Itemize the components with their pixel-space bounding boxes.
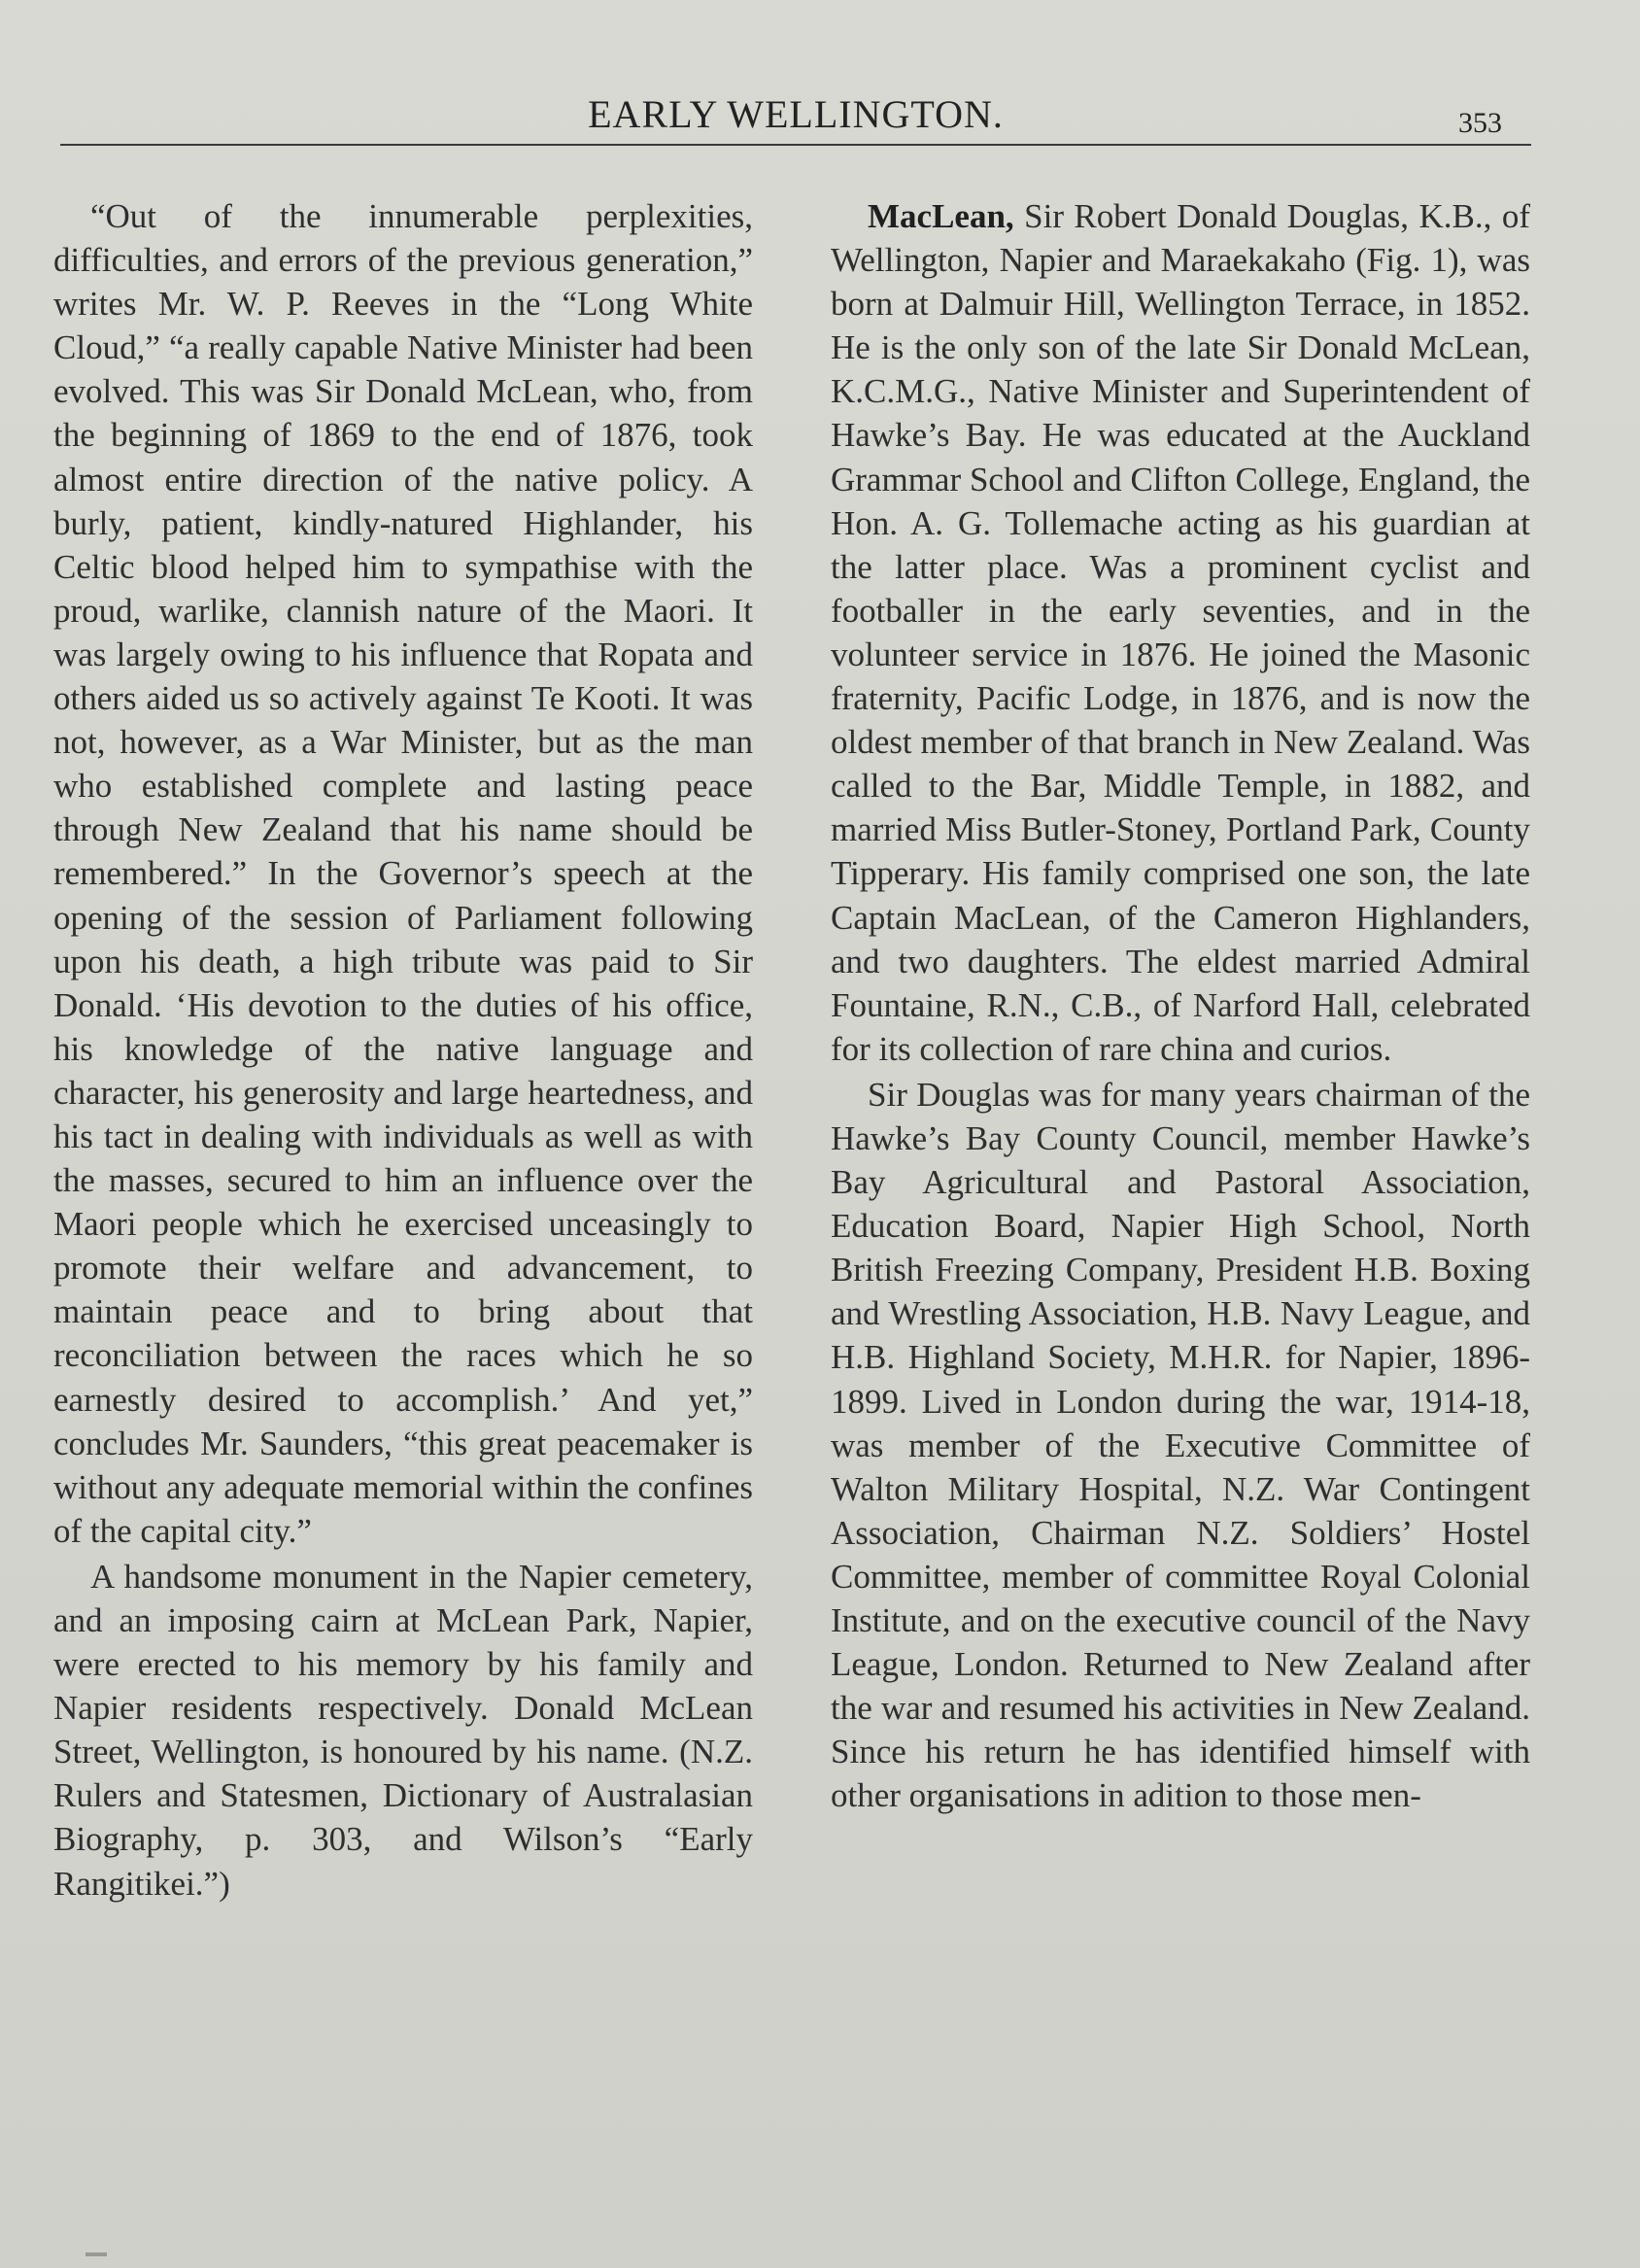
left-paragraph-2: A handsome monument in the Napier cemetery, and an imposing cairn at McLean Park, Napier, were erected to his memory by his family and Napier residents respectively. Donald McLean Street, Wellington, is honoured by his name. (N.Z. Rulers and Statesmen, Dictionary of Australasian Biography, p. 303, and Wilson’s “Early Rangitikei.”) xyxy=(53,1557,753,1903)
running-title: EARLY WELLINGTON. xyxy=(588,92,1004,136)
bottom-print-mark xyxy=(85,2252,107,2256)
right-paragraph-2: Sir Douglas was for many years chairman of the Hawke’s Bay County Council, member Hawke’s Bay Agricultural and Pastoral Association, Education Board, Napier High School, North British Freezing Company, President H.B. Boxing and Wrestling Association, H.B. Navy League, and H.B. Highland Society, M.H.R. for Napier, 1896-1899. Lived in London during the war, 1914-18, was member of the Executive Committee of Walton Military Hospital, N.Z. War Contingent Association, Chairman N.Z. Soldiers’ Hostel Committee, member of committee Royal Colonial Institute, and on the executive council of the Navy League, London. Returned to New Zealand after the war and resumed his activities in New Zealand. Since his return he has identified himself with other organisations in adition to those men- xyxy=(831,1075,1530,1815)
right-column xyxy=(831,194,1530,1817)
biography-entry-text: Sir Robert Donald Douglas, K.B., of Wellington, Napier and Maraekakaho (Fig. 1), was born at Dalmuir Hill, Wellington Terrace, in 1852. He is the only son of the late Sir Donald McLean, K.C.M.G., Native Minister and Superintendent of Hawke’s Bay. He was educated at the Auckland Grammar School and Clifton College, England, the Hon. A. G. Tollemache acting as his guardian at the latter place. Was a prominent cyclist and footballer in the early seventies, and in the volunteer service in 1876. He joined the Masonic fraternity, Pacific Lodge, in 1876, and is now the oldest member of that branch in New Zealand. Was called to the Bar, Middle Temple, in 1882, and married Miss Butler-Stoney, Portland Park, County Tipperary. His family comprised one son, the late Captain MacLean, of the Cameron Highlanders, and two daughters. The eldest married Admiral Fountaine, R.N., C.B., of Narford Hall, celebrated for its collection of rare china and curios. xyxy=(831,197,1530,1068)
page-number: 353 xyxy=(1458,107,1502,139)
biography-entry-name: MacLean, xyxy=(868,197,1014,235)
page-header xyxy=(60,86,1531,146)
left-column xyxy=(53,194,753,1906)
left-paragraph-1: “Out of the innumerable perplexities, difficulties, and errors of the previous generation,” writes Mr. W. P. Reeves in the “Long White Cloud,” “a really capable Native Minister had been evolved. This was Sir Donald McLean, who, from the beginning of 1869 to the end of 1876, took almost entire direction of the native policy. A burly, patient, kindly-natured Highlander, his Celtic blood helped him to sympathise with the proud, warlike, clannish nature of the Maori. It was largely owing to his influence that Ropata and others aided us so actively against Te Kooti. It was not, however, as a War Minister, but as the man who established complete and lasting peace through New Zealand that his name should be remembered.” In the Governor’s speech at the opening of the session of Parliament following upon his death, a high tribute was paid to Sir Donald. ‘His devotion to the duties of his office, his knowledge of the native language and character, his generosity and large heartedness, and his tact in dealing with individuals as well as with the masses, secured to him an influence over the Maori people which he exercised unceasingly to promote their welfare and advancement, to maintain peace and to bring about that reconciliation between the races which he so earnestly desired to accomplish.’ And yet,” concludes Mr. Saunders, “this great peacemaker is without any adequate memorial within the confines of the capital city.” xyxy=(53,197,753,1550)
right-paragraph-1 xyxy=(831,194,1530,1071)
